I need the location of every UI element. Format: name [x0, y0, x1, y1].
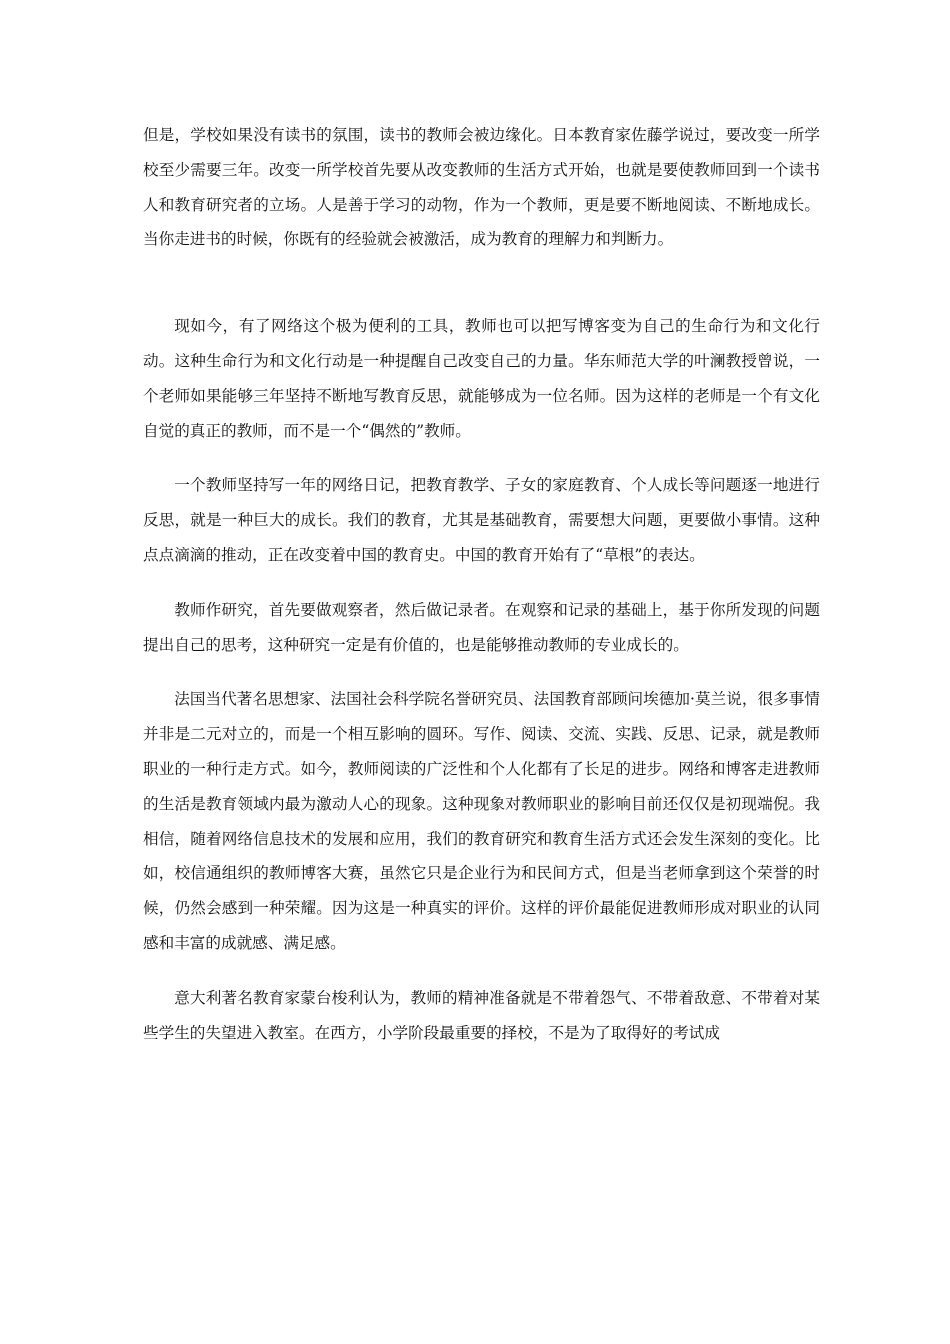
paragraph-spacer [143, 257, 820, 309]
paragraph-edgar-morin: 法国当代著名思想家、法国社会科学院名誉研究员、法国教育部顾问埃德加·莫兰说，很多事情并非是二元对立的，而是一个相互影响的圆环。写作、阅读、交流、实践、反思、记录，就是教师职业的一种行走方式。如今，教师阅读的广泛性和个人化都有了长足的进步。网络和博客走进教师的生活是教育领域内最为激动人心的现象。这种现象对教师职业的影响目前还仅仅是初现端倪。我相信，随着网络信息技术的发展和应用，我们的教育研究和教育生活方式还会发生深刻的变化。比如，校信通组织的教师博客大赛，虽然它只是企业行为和民间方式，但是当老师拿到这个荣誉的时候，仍然会感到一种荣耀。因为这是一种真实的评价。这样的评价最能促进教师形成对职业的认同感和丰富的成就感、满足感。 [143, 690, 820, 952]
paragraph-montessori: 意大利著名教育家蒙台梭利认为，教师的精神准备就是不带着怨气、不带着敌意、不带着对某些学生的失望进入教室。在西方，小学阶段最重要的择校，不是为了取得好的考试成 [143, 988, 820, 1042]
document-page [143, 118, 820, 1050]
paragraph-spacer [143, 662, 820, 682]
paragraph-blogging: 现如今，有了网络这个极为便利的工具，教师也可以把写博客变为自己的生命行为和文化行动。这种生命行为和文化行动是一种提醒自己改变自己的力量。华东师范大学的叶澜教授曾说，一个老师如果能够三年坚持不断地写教育反思，就能够成为一位名师。因为这样的老师是一个有文化自觉的真正的教师，而不是一个“偶然的”教师。 [143, 317, 820, 440]
paragraph-spacer [143, 573, 820, 593]
paragraph-reading-atmosphere: 但是，学校如果没有读书的氛围，读书的教师会被边缘化。日本教育家佐藤学说过，要改变一所学校至少需要三年。改变一所学校首先要从改变教师的生活方式开始，也就是要使教师回到一个读书人和教育研究者的立场。人是善于学习的动物，作为一个教师，更是要不断地阅读、不断地成长。当你走进书的时候，你既有的经验就会被激活，成为教育的理解力和判断力。 [143, 126, 820, 249]
paragraph-spacer [143, 448, 820, 468]
paragraph-spacer [143, 961, 820, 981]
paragraph-teacher-research: 教师作研究，首先要做观察者，然后做记录者。在观察和记录的基础上，基于你所发现的问题提出自己的思考，这种研究一定是有价值的，也是能够推动教师的专业成长的。 [143, 600, 820, 654]
paragraph-online-diary: 一个教师坚持写一年的网络日记，把教育教学、子女的家庭教育、个人成长等问题逐一地进行反思，就是一种巨大的成长。我们的教育，尤其是基础教育，需要想大问题，更要做小事情。这种点点滴滴的推动，正在改变着中国的教育史。中国的教育开始有了“草根”的表达。 [143, 476, 820, 564]
